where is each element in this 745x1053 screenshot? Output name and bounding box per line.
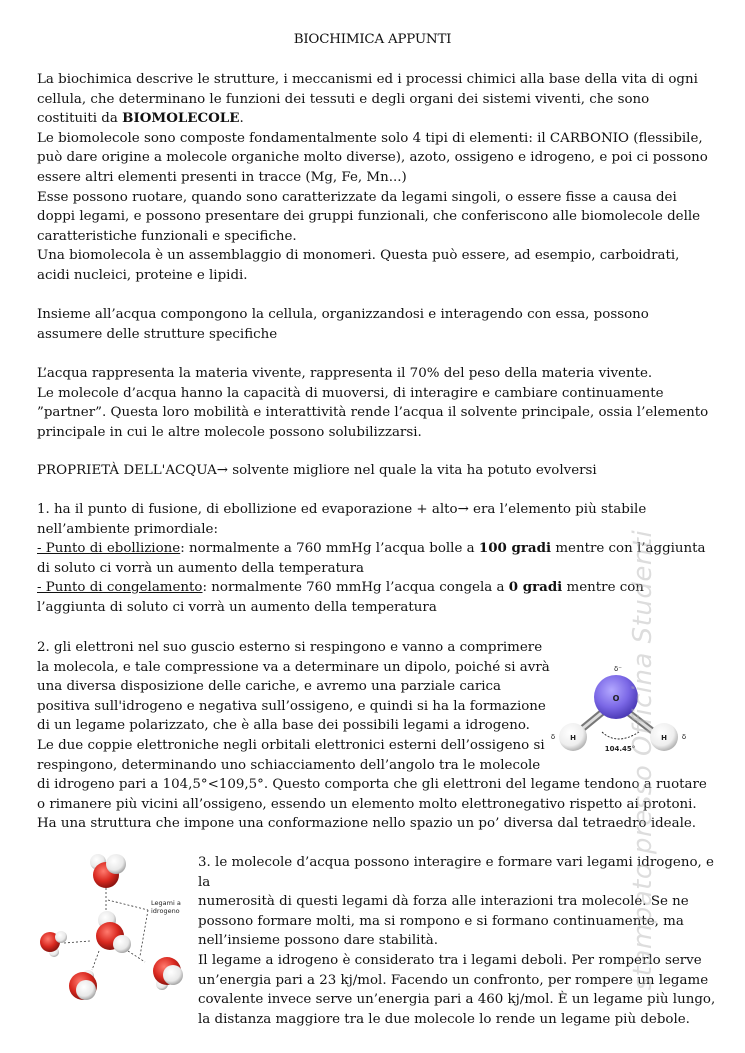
point-2-line: la molecola, e tale compressione va a determinare un dipolo, poiché si avrà	[37, 659, 550, 675]
boiling-value: 100 gradi	[478, 540, 552, 557]
intro-paragraph-4: Una biomolecola è un assemblaggio di monomeri. Questa può essere, ad esempio, carboidrati, acidi nucleici, proteine e lipidi.	[37, 248, 680, 283]
point-3-line: numerosità di questi legami dà forza alle interazioni tra molecole. Se ne	[198, 894, 689, 910]
point-2-rest: di idrogeno pari a 104,5°<109,5°. Questo comporta che gli elettroni del legame tendono a ruotare o rimanere più vicini all’ossigeno, essendo un elemento molto elettronegativo rispetto ai protoni. Ha una struttura che impone una conformazione nello spazio un po’ diversa dal tetraedro ideale.	[37, 777, 707, 832]
document-title: BIOCHIMICA APPUNTI	[293, 32, 452, 47]
point-3-line: 3. le molecole d’acqua possono interagire e formare vari legami idrogeno, e la	[198, 855, 714, 890]
boiling-text: : normalmente a 760 mmHg l’acqua bolle a	[180, 541, 479, 557]
watermark-text: stampato presso Officina Studenti	[628, 529, 658, 991]
point-1-section	[37, 500, 713, 618]
hydrogen-bonds-label-line2: idrogeno	[151, 907, 180, 915]
hydrogen-label-right: H	[661, 734, 667, 742]
point-3-line: covalente invece serve un’energia pari a 460 kj/mol. È un legame più lungo,	[198, 992, 716, 1008]
point-2-line: 2. gli elettroni nel suo guscio esterno si respingono e vanno a comprimere	[37, 640, 543, 655]
point-2-line: respingono, determinando uno schiacciamento dell’angolo tra le molecole	[37, 757, 541, 773]
freezing-text-end: mentre con l’aggiunta di soluto ci vorrà un aumento della temperatura	[37, 580, 644, 615]
hydrogen-label-left: H	[570, 734, 576, 742]
water-molecule-left	[40, 931, 67, 957]
intro-paragraph-2: Le biomolecole sono composte fondamentalmente solo 4 tipi di elementi: il CARBONIO (flessibile, può dare origine a molecole organiche molto diverse), azoto, ossigeno e idrogeno, e poi ci possono essere altri elementi presenti in tracce (Mg, Fe, Mn...)	[37, 130, 708, 185]
intro-paragraph-1	[37, 70, 713, 129]
oxygen-label: O	[612, 694, 620, 703]
point-3-line: nell’insieme possono dare stabilità.	[198, 933, 439, 949]
water-molecule-center	[96, 911, 131, 953]
properties-heading-block	[37, 461, 713, 481]
point-2-line: una diversa disposizione delle cariche, e avremo una parziale carica	[37, 679, 501, 695]
point-3-line: la distanza maggiore tra le due molecole lo rende un legame più debole.	[198, 1011, 690, 1027]
point-2-line: positiva sull'idrogeno e negativa sull’ossigeno, e quindi si ha la formazione	[37, 698, 546, 714]
intro-text: La biochimica descrive le strutture, i meccanismi ed i processi chimici alla base della vita di ogni cellula, che determinano le funzioni dei tessuti e degli organi dei sistemi viventi, che sono costituiti da	[37, 72, 698, 127]
freezing-value: 0 gradi	[508, 579, 563, 596]
point-2-line: Le due coppie elettroniche negli orbitali elettronici esterni dell’ossigeno si	[37, 737, 545, 753]
biomolecole-bold: BIOMOLECOLE	[122, 110, 240, 127]
point-3-line: Il legame a idrogeno è considerato tra i legami deboli. Per romperlo serve	[198, 952, 702, 968]
cell-section	[37, 305, 713, 344]
boiling-text-end: mentre con l’aggiunta di soluto ci vorrà un aumento della temperatura	[37, 541, 706, 576]
water-molecule-figure	[545, 660, 693, 755]
angle-label: 104.45°	[604, 745, 636, 753]
watermark	[623, 500, 663, 1020]
point-2-line: di un legame polarizzato, che è alla base dei possibili legami a idrogeno.	[37, 718, 530, 734]
freezing-text: : normalmente 760 mmHg l’acqua congela a	[202, 580, 509, 596]
delta-plus-left: δ	[550, 733, 556, 741]
cell-paragraph: Insieme all’acqua compongono la cellula, organizzandosi e interagendo con essa, possono assumere delle strutture specifiche	[37, 307, 649, 342]
water-molecule-right	[153, 957, 183, 990]
properties-heading: PROPRIETÀ DELL'ACQUA→ solvente migliore nel quale la vita ha potuto evolversi	[37, 463, 597, 478]
delta-plus-right: δ	[681, 733, 687, 741]
point-3-line: un’energia pari a 23 kj/mol. Facendo un confronto, per rompere un legame	[198, 972, 709, 988]
intro-paragraph-3: Esse possono ruotare, quando sono caratterizzate da legami singoli, o essere fisse a causa dei doppi legami, e possono presentare dei gruppi funzionali, che conferiscono alle biomolecole delle caratteristiche funzionali e specifiche.	[37, 189, 701, 244]
water-paragraph-2: Le molecole d’acqua hanno la capacità di muoversi, di interagire e cambiare continuamente ”partner”. Questa loro mobilità e interattività rende l’acqua il solvente principale, ossia l’elemento principale in cui le altre molecole possono solubilizzarsi.	[37, 385, 709, 440]
point-1-intro: 1. ha il punto di fusione, di ebollizione ed evaporazione + alto→ era l’elemento più stabile nell’ambiente primordiale:	[37, 502, 647, 537]
water-section	[37, 364, 713, 442]
boiling-point-label: - Punto di ebollizione	[37, 541, 181, 557]
freezing-point-label: - Punto di congelamento	[37, 580, 203, 596]
freezing-point-item	[37, 578, 713, 617]
boiling-point-item	[37, 539, 713, 578]
water-molecule-top	[90, 854, 126, 888]
water-paragraph-1: L’acqua rappresenta la materia vivente, rappresenta il 70% del peso della materia vivente.	[37, 366, 653, 381]
delta-minus-label: δ⁻	[614, 665, 622, 673]
hydrogen-bonds-figure	[28, 848, 193, 1018]
point-3-line: possono formare molti, ma si rompono e si formano continuamente, ma	[198, 913, 684, 929]
intro-section	[37, 70, 713, 286]
water-molecule-bottom-left	[69, 970, 97, 1000]
intro-text-end: .	[239, 111, 244, 127]
hydrogen-bonds-label-line1: Legami a	[151, 899, 181, 907]
